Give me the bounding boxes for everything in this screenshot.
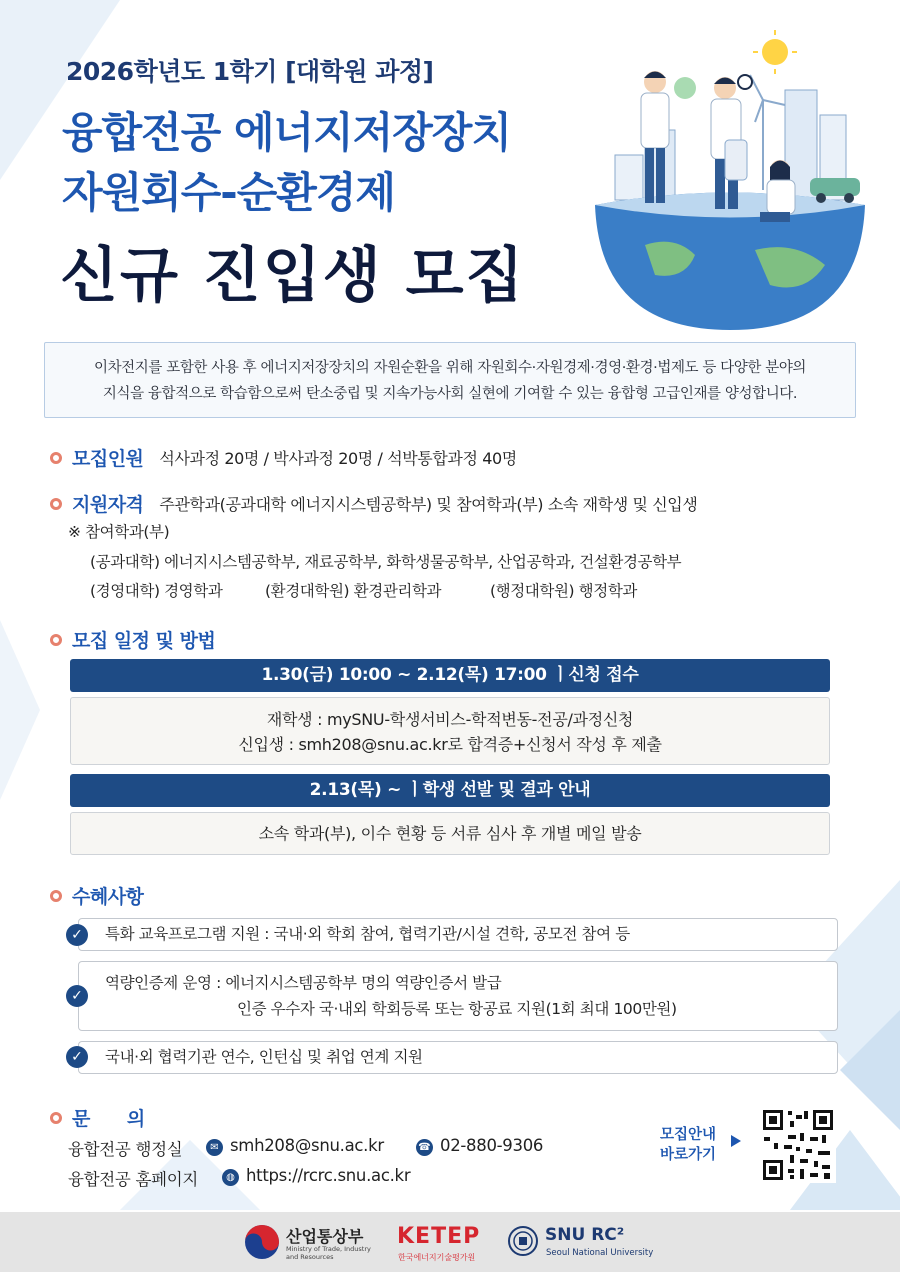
contact-office-label: 융합전공 행정실 [68, 1140, 183, 1159]
header-subtitle: 2026학년도 1학기 [대학원 과정] [66, 57, 434, 86]
schedule-step2-box [70, 812, 830, 855]
ketep-logo: KETEP [397, 1224, 481, 1249]
section-benefits [50, 882, 143, 909]
footer [0, 1212, 900, 1272]
section-schedule [50, 626, 215, 653]
qr-caption-line2: 바로가기 [660, 1147, 717, 1163]
qr-caption [660, 1125, 716, 1165]
taegeuk-logo-icon [244, 1224, 280, 1260]
check-icon: ✓ [66, 985, 88, 1007]
eligibility-label: 지원자격 [72, 494, 144, 516]
intro-line2: 지식을 융합적으로 학습함으로써 탄소중립 및 지속가능사회 실현에 기여할 수 있는 융합형 고급인재를 양성합니다. [102, 386, 798, 402]
participating-depts-env: (환경대학원) 환경관리학과 [265, 582, 442, 600]
motie-en [286, 1245, 371, 1261]
eligibility-value: 주관학과(공과대학 에너지시스템공학부) 및 참여학과(부) 소속 재학생 및 신입생 [159, 495, 698, 514]
ketep-kr: 한국에너지기술평가원 [398, 1253, 476, 1262]
schedule-step2-bar: 2.13(목) ~ ㅣ학생 선발 및 결과 안내 [70, 774, 830, 807]
motie-en-line1: Ministry of Trade, Industry [286, 1245, 371, 1253]
email-icon: ✉ [206, 1139, 223, 1156]
header-title-line1: 융합전공 에너지저장장치 [62, 108, 511, 157]
header-headline: 신규 진입생 모집 [60, 241, 526, 311]
section-recruit [50, 444, 517, 471]
snu-name: SNU RC² [545, 1225, 625, 1245]
recruit-label: 모집인원 [72, 448, 144, 470]
circle-bullet-icon [50, 452, 62, 464]
header-title-line2: 자원회수-순환경제 [62, 168, 396, 217]
section-eligibility [50, 490, 697, 517]
motie-name: 산업통상부 [286, 1227, 364, 1246]
schedule-label: 모집 일정 및 방법 [72, 630, 216, 652]
intro-box [44, 342, 856, 418]
snu-emblem-icon [508, 1225, 538, 1257]
intro-line1: 이차전지를 포함한 사용 후 에너지저장장치의 자원순환을 위해 자원회수·자원경제·경영·환경·법제도 등 다양한 분야의 [93, 360, 807, 376]
qr-code[interactable] [760, 1107, 836, 1183]
globe-illustration [585, 30, 875, 335]
participating-depts-title: ※ 참여학과(부) [68, 523, 170, 541]
benefit-item-1-text: 특화 교육프로그램 지원 : 국내·외 학회 참여, 협력기관/시설 견학, 공모전 참여 등 [105, 925, 630, 943]
benefit-item-3-text: 국내·외 협력기관 연수, 인턴십 및 취업 연계 지원 [105, 1048, 423, 1066]
motie-en-line2: and Resources [286, 1253, 334, 1261]
schedule-step2-line1: 소속 학과(부), 이수 현황 등 서류 심사 후 개별 메일 발송 [258, 824, 642, 843]
benefit-item-3 [78, 1041, 838, 1074]
contact-label: 문 의 [72, 1108, 145, 1130]
participating-depts-admin: (행정대학원) 행정학과 [490, 582, 637, 600]
benefits-label: 수혜사항 [72, 886, 144, 908]
participating-depts-line1: (공과대학) 에너지시스템공학부, 재료공학부, 화학생물공학부, 산업공학과, 건설환경공학부 [90, 553, 682, 571]
bg-triangle [840, 1010, 900, 1130]
check-icon: ✓ [66, 1046, 88, 1068]
recruit-value: 석사과정 20명 / 박사과정 20명 / 석박통합과정 40명 [159, 449, 517, 468]
contact-email[interactable]: smh208@snu.ac.kr [230, 1136, 384, 1155]
benefit-item-2-line2: 인증 우수자 국·내외 학회등록 또는 항공료 지원(1회 최대 100만원) [237, 1000, 677, 1018]
circle-bullet-icon [50, 634, 62, 646]
schedule-step1-box [70, 697, 830, 765]
circle-bullet-icon [50, 498, 62, 510]
circle-bullet-icon [50, 890, 62, 902]
contact-homepage-label: 융합전공 홈페이지 [68, 1170, 199, 1189]
check-icon: ✓ [66, 924, 88, 946]
contact-phone[interactable]: 02-880-9306 [440, 1136, 544, 1155]
snu-en: Seoul National University [546, 1248, 654, 1258]
benefit-item-1 [78, 918, 838, 951]
schedule-step1-line1: 재학생 : mySNU-학생서비스-학적변동-전공/과정신청 [266, 710, 634, 729]
schedule-step1-line2: 신입생 : smh208@snu.ac.kr로 합격증+신청서 작성 후 제출 [238, 735, 662, 754]
bg-triangle [0, 620, 40, 800]
sun-icon [762, 39, 788, 65]
participating-depts-business: (경영대학) 경영학과 [90, 582, 223, 600]
section-contact [50, 1104, 145, 1131]
schedule-step1-bar: 1.30(금) 10:00 ~ 2.12(목) 17:00 ㅣ신청 접수 [70, 659, 830, 692]
benefit-item-2 [78, 961, 838, 1031]
circle-bullet-icon [50, 1112, 62, 1124]
benefit-item-2-line1: 역량인증제 운영 : 에너지시스템공학부 명의 역량인증서 발급 [105, 974, 502, 992]
arrow-right-icon [731, 1135, 741, 1147]
contact-homepage[interactable]: https://rcrc.snu.ac.kr [246, 1166, 411, 1185]
qr-caption-line1: 모집안내 [660, 1127, 717, 1143]
phone-icon: ☎ [416, 1139, 433, 1156]
globe-icon: ◍ [222, 1169, 239, 1186]
